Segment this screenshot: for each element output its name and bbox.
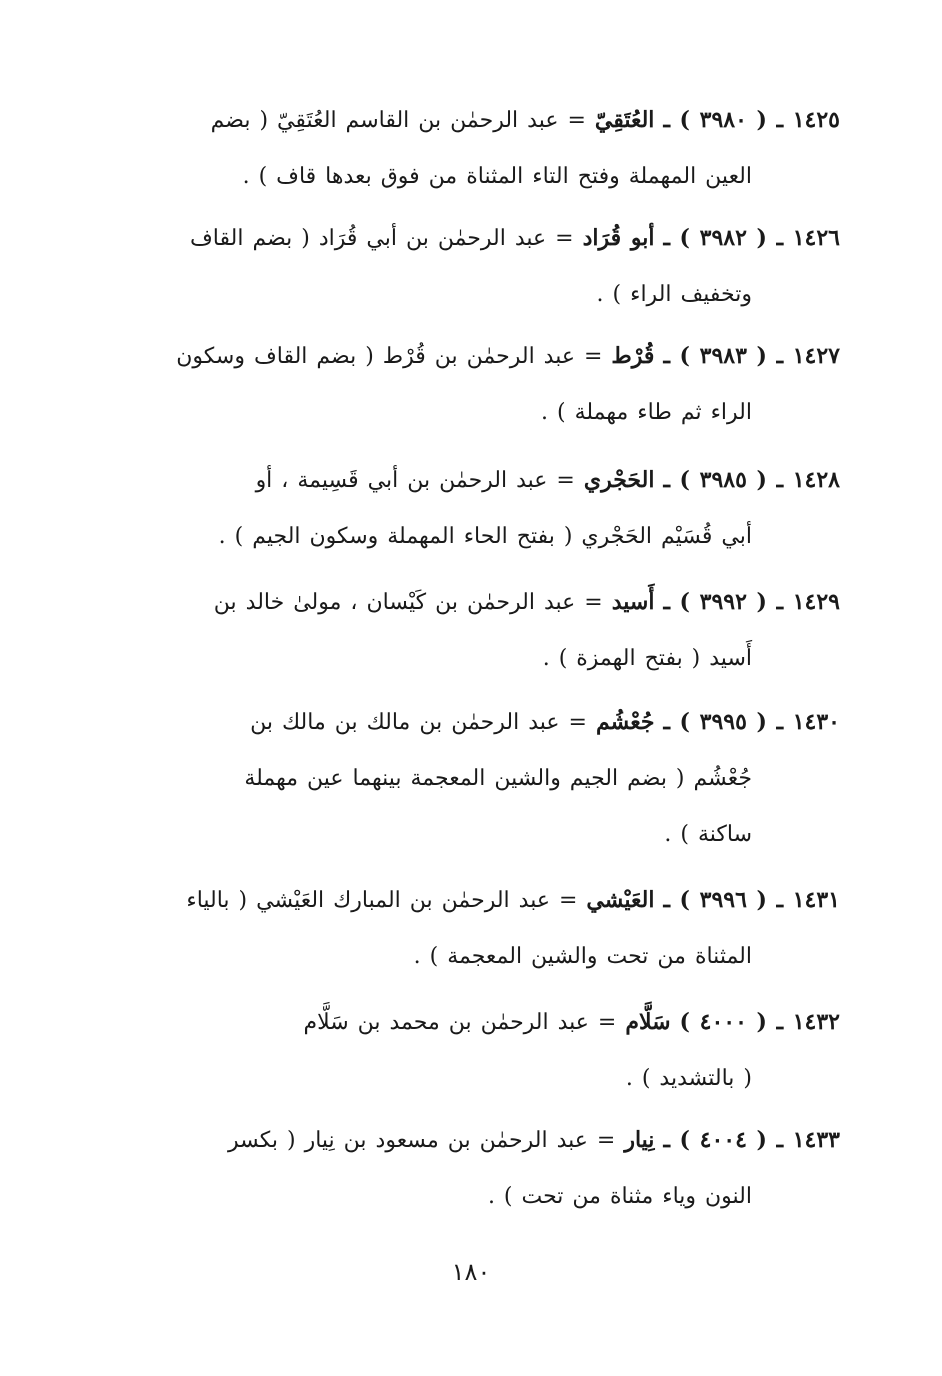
entry-number: ١٤٢٦ ـ ( ٣٩٨٢ ) ـ	[663, 225, 840, 251]
entry-text: = عبد الرحمٰن بن مسعود بن نِيار ( بكسر	[227, 1128, 616, 1153]
entry-continuation: أبي قُسَيْم الحَجْري ( بفتح الحاء المهملة وسكون الجيم ) .	[218, 524, 752, 549]
entry-1429	[88, 574, 840, 687]
entry-number: ١٤٢٧ ـ ( ٣٩٨٣ ) ـ	[663, 343, 840, 369]
entry-1426	[88, 210, 840, 323]
entry-text: = عبد الرحمٰن بن كَيْسان ، مولىٰ خالد بن	[213, 590, 603, 615]
page-number: ١٨٠	[451, 1258, 491, 1286]
entry-first-line	[88, 328, 840, 385]
entry-continuation: وتخفيف الراء ) .	[596, 282, 752, 307]
entry-headword: الحَجْري	[583, 467, 655, 493]
entry-text: = عبد الرحمٰن بن مالك بن مالك بن	[250, 710, 587, 735]
entry-headword: العَيْشي	[586, 887, 655, 913]
entry-number: ١٤٣٢ ـ ( ٤٠٠٠ )	[679, 1009, 840, 1035]
entry-text: = عبد الرحمٰن بن أبي قُرَاد ( بضم القاف	[190, 226, 574, 251]
entry-number: ١٤٢٨ ـ ( ٣٩٨٥ ) ـ	[663, 467, 840, 493]
entry-headword: جُعْشُم	[595, 709, 655, 735]
entry-headword: العُتَقِيّ	[594, 107, 655, 133]
entry-1432	[88, 994, 840, 1107]
entry-headword: سَلَّام	[625, 1009, 671, 1035]
entry-1431	[88, 872, 840, 985]
entry-1430	[88, 694, 840, 863]
entry-number: ١٤٢٥ ـ ( ٣٩٨٠ ) ـ	[663, 107, 840, 133]
page-body	[88, 92, 840, 1352]
entry-first-line	[88, 92, 840, 149]
entry-continuation: الراء ثم طاء مهملة ) .	[541, 400, 752, 425]
entry-first-line	[88, 994, 840, 1051]
entry-first-line	[88, 210, 840, 267]
entry-1433	[88, 1112, 840, 1225]
entry-1428	[88, 452, 840, 565]
entry-headword: نِيار	[624, 1127, 655, 1153]
entry-number: ١٤٢٩ ـ ( ٣٩٩٢ ) ـ	[663, 589, 840, 615]
entry-continuation: النون وياء مثناة من تحت ) .	[487, 1184, 752, 1209]
entry-first-line	[88, 694, 840, 751]
entry-text: = عبد الرحمٰن بن أبي قَسِيمة ، أو	[255, 468, 575, 493]
entry-1425	[88, 92, 840, 205]
entry-first-line	[88, 452, 840, 509]
entry-text: = عبد الرحمٰن بن محمد بن سَلَّام	[303, 1010, 617, 1035]
entry-continuation: المثناة من تحت والشين المعجمة ) .	[413, 944, 752, 969]
entry-text: = عبد الرحمٰن بن المبارك العَيْشي ( بالياء	[186, 888, 578, 913]
entry-continuation: جُعْشُم ( بضم الجيم والشين المعجمة بينهما عين مهملة	[244, 766, 752, 791]
entry-headword: أَسيد	[611, 589, 655, 615]
entry-text: = عبد الرحمٰن بن القاسم العُتَقِيّ ( بضم	[210, 108, 586, 133]
entry-headword: قُرْط	[611, 343, 655, 369]
entry-continuation: العين المهملة وفتح التاء المثناة من فوق بعدها قاف ) .	[242, 164, 752, 189]
entry-number: ١٤٣٣ ـ ( ٤٠٠٤ ) ـ	[663, 1127, 840, 1153]
entry-continuation: أَسيد ( بفتح الهمزة ) .	[542, 646, 752, 671]
entry-first-line	[88, 574, 840, 631]
entry-number: ١٤٣٠ ـ ( ٣٩٩٥ ) ـ	[663, 709, 840, 735]
entry-headword: أبو قُرَاد	[582, 225, 655, 251]
entry-text: = عبد الرحمٰن بن قُرْط ( بضم القاف وسكون	[176, 344, 603, 369]
entry-continuation: ( بالتشديد ) .	[625, 1066, 752, 1091]
entry-continuation: ساكنة ) .	[664, 822, 752, 847]
entry-number: ١٤٣١ ـ ( ٣٩٩٦ ) ـ	[663, 887, 840, 913]
entry-first-line	[88, 872, 840, 929]
entry-1427	[88, 328, 840, 441]
entry-first-line	[88, 1112, 840, 1169]
